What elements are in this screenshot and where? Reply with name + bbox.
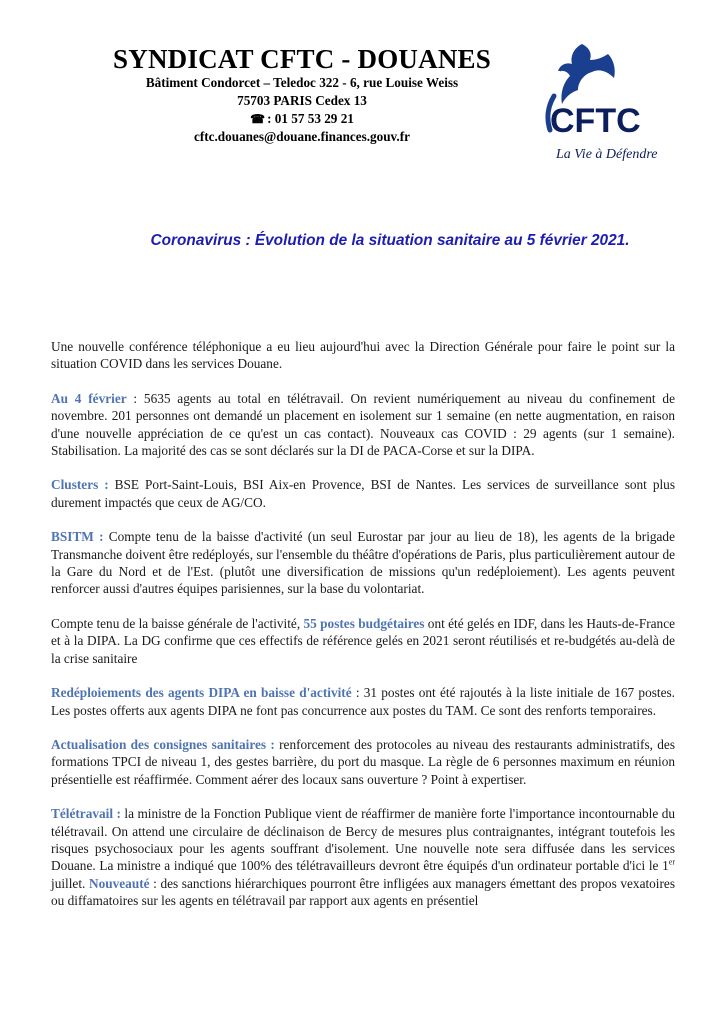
paragraph-text: Compte tenu de la baisse d'activité (un seul Eurostar par jour au lieu de 18), les agents de la brigade Transmanche doivent être redéployés, sur l'ensemble du théâtre d'opérations de Paris, plus particulièrement autour de la Gare du Nord et de l'Est. (plutôt une diversification de missions qu'un redéploiement). Les agents peuvent renforcer aussi d'autres équipes parisiennes, sur la base du volontariat. — [51, 529, 675, 597]
paragraph-redeployment — [51, 684, 675, 719]
phone-icon: ☎ — [250, 112, 266, 126]
dove-icon — [558, 44, 615, 104]
paragraph-heading: Redéploiements des agents DIPA en baisse d'activité — [51, 685, 352, 701]
paragraph-clusters — [51, 476, 675, 511]
logo-text: CFTC — [550, 102, 641, 140]
paragraph-text: Compte tenu de la baisse générale de l'activité, — [51, 615, 304, 631]
paragraph-telework — [51, 805, 675, 909]
paragraph-text: BSE Port-Saint-Louis, BSI Aix-en Provence, BSI de Nantes. Les services de surveillance sont plus durement impactés que ceux de AG/CO. — [51, 477, 675, 510]
email-address: cftc.douanes@douane.finances.gouv.fr — [194, 129, 410, 144]
paragraph-heading: Actualisation des consignes sanitaires : — [51, 736, 275, 752]
paragraph-bsitm — [51, 528, 675, 598]
letterhead — [0, 44, 580, 146]
paragraph-text: la ministre de la Fonction Publique vient de réaffirmer de manière forte l'importance incontournable du télétravail. On attend une circulaire de déclinaison de Bercy de mesures plus contraignantes, intégrant toutefois les risques psychosociaux pour les agents souffrant d'isolement. Une nouvelle note sera diffusée dans les services Douane. La ministre a indiqué que 100% des télétravailleurs devront être équipés d'un ordinateur portable d'ici le 1 — [51, 806, 675, 874]
paragraph-text: Une nouvelle conférence téléphonique a eu lieu aujourd'hui avec la Direction Générale pour faire le point sur la situation COVID dans les services Douane. — [51, 339, 675, 372]
paragraph-highlight: 55 postes budgétaires — [303, 615, 425, 631]
phone-number: : 01 57 53 29 21 — [267, 111, 354, 126]
paragraph-text: : 5635 agents au total en télétravail. On revient numériquement au niveau du confinement de novembre. 201 personnes ont demandé un placement en isolement sur 1 semaine (en nette augmentation, en raison d'une nouvelle appréciation de ce qu'est un cas contact). Nouveaux cas COVID : 29 agents (sur 1 semaine). Stabilisation. La majorité des cas se sont déclarés sur la DI de PACA-Corse et sur la DIPA. — [51, 390, 675, 459]
paragraph-text: renforcement des protocoles au niveau des restaurants administratifs, des formations TPCI de niveau 1, des gestes barrière, du port du masque. La règle de 6 personnes maximum en réunion présentielle est réaffirmée. Comment aérer des locaux sans ouverture ? Point à expertiser. — [51, 736, 676, 787]
paragraph-text: : 31 postes ont été rajoutés à la liste initiale de 167 postes. Les postes offerts aux agents DIPA ne font pas concurrence aux postes du TAM. Ce sont des renforts temporaires. — [51, 685, 675, 718]
logo-tagline: La Vie à Défendre — [556, 147, 658, 162]
paragraph-highlight: Nouveauté — [88, 875, 150, 891]
paragraph-heading: Télétravail : — [51, 806, 121, 822]
paragraph-budget — [51, 615, 675, 667]
paragraph-text: ont été gelés en IDF, dans les Hauts-de-France et à la DIPA. La DG confirme que ces effectifs de référence gelés en 2021 seront réutilisés et re-budgétés au-delà de la crise sanitaire — [51, 615, 676, 666]
paragraph-heading: Au 4 février — [51, 390, 127, 406]
paragraph-heading: Clusters : — [51, 477, 109, 493]
paragraph-sanitary — [51, 736, 675, 788]
phone-line — [24, 110, 580, 128]
paragraph-intro — [51, 338, 675, 373]
postal-city-line: 75703 PARIS Cedex 13 — [237, 93, 367, 108]
cftc-logo — [530, 38, 690, 168]
document-title: Coronavirus : Évolution de la situation sanitaire au 5 février 2021. — [150, 232, 630, 249]
paragraph-text: : des sanctions hiérarchiques pourront être infligées aux managers émettant des propos vexatoires ou diffamatoires sur les agents en télétravail par rapport aux agents en présentiel — [51, 875, 676, 909]
superscript: er — [668, 857, 675, 867]
address-line: Bâtiment Condorcet – Teledoc 322 - 6, rue Louise Weiss — [145, 75, 459, 90]
paragraph-heading: BSITM : — [51, 529, 104, 545]
paragraph-stats — [51, 390, 675, 460]
organization-name: SYNDICAT CFTC - DOUANES — [113, 44, 491, 74]
paragraph-text: juillet. — [51, 875, 89, 891]
document-body — [51, 338, 675, 927]
